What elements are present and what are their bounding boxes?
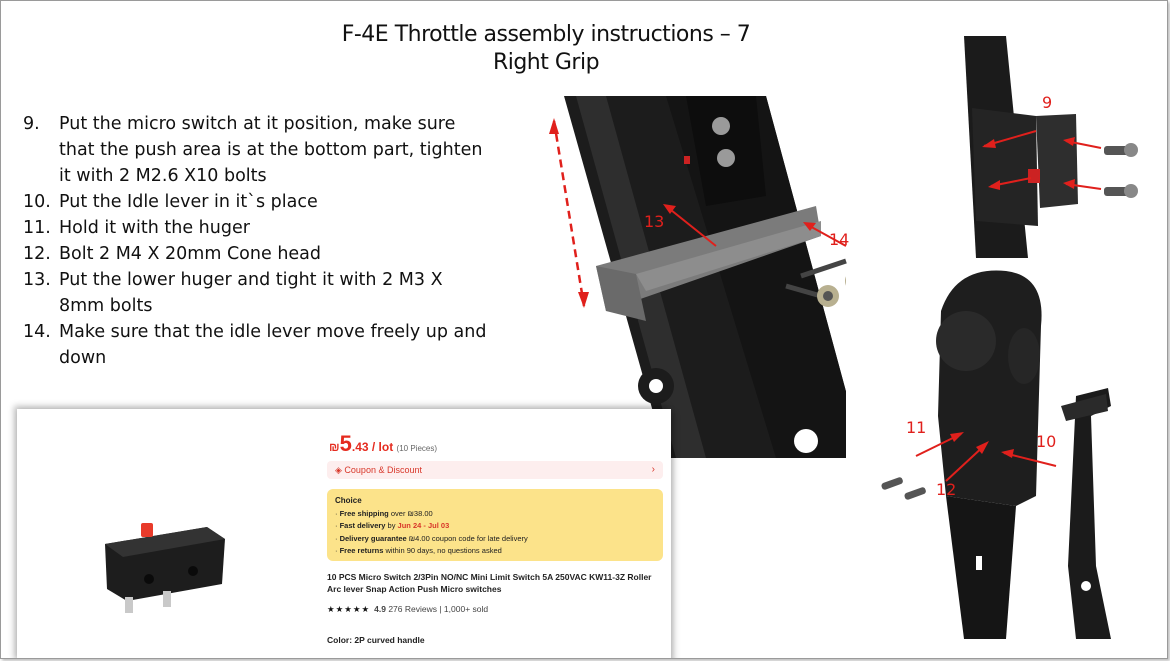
product-title: 10 PCS Micro Switch 2/3Pin NO/NC Mini Limit Switch 5A 250VAC KW11-3Z Roller Arc lever Snap Action Push Micro switches [327, 572, 652, 594]
grip-assembly-image [846, 266, 1161, 639]
instruction-list [23, 111, 493, 371]
step-item: 9. Put the micro switch at it position, make sure that the push area is at the bottom part, tighten it with 2 M2.6 X10 bolts [23, 114, 483, 186]
step-item: 14. Make sure that the idle lever move freely up and down [23, 322, 487, 368]
product-listing-screenshot [17, 409, 671, 659]
callout-9: 9 [1042, 93, 1053, 112]
micro-switch-photo [97, 509, 257, 619]
price: ₪5.43 / lot (10 Pieces) [329, 431, 438, 456]
star-rating-icon: ★★★★★ [327, 604, 371, 614]
main-assembly-image [516, 96, 878, 458]
tag-icon: ◈ [335, 465, 345, 475]
step-item: 10. Put the Idle lever in it`s place [23, 192, 318, 212]
callout-14: 14 [829, 230, 850, 249]
switch-detail-image [936, 36, 1161, 258]
title-line-1: F-4E Throttle assembly instructions – 7 [341, 22, 751, 47]
step-item: 13. Put the lower huger and tight it with 2 M3 X 8mm bolts [23, 270, 443, 316]
callout-11: 11 [906, 418, 927, 437]
step-item: 11. Hold it with the huger [23, 218, 250, 238]
rating-row: ★★★★★ 4.9 276 Reviews | 1,000+ sold [327, 604, 489, 614]
step-item: 12. Bolt 2 M4 X 20mm Cone head [23, 244, 322, 264]
choice-box: Choice · Free shipping over ₪38.00 · Fast delivery by Jun 24 - Jul 03 · Delivery guarantee ₪4.00 coupon code for late delivery · Free returns within 90 days, no questions asked [327, 489, 663, 561]
callout-10: 10 [1036, 432, 1057, 451]
coupon-discount-row[interactable]: ◈ Coupon & Discount › [327, 461, 663, 479]
chevron-right-icon: › [651, 464, 655, 475]
reviews-link[interactable]: 276 Reviews [388, 604, 437, 614]
slide-title [261, 21, 831, 77]
title-line-2: Right Grip [492, 50, 600, 75]
callout-13: 13 [644, 212, 665, 231]
color-option: Color: 2P curved handle [327, 635, 425, 645]
callout-12: 12 [936, 480, 957, 499]
